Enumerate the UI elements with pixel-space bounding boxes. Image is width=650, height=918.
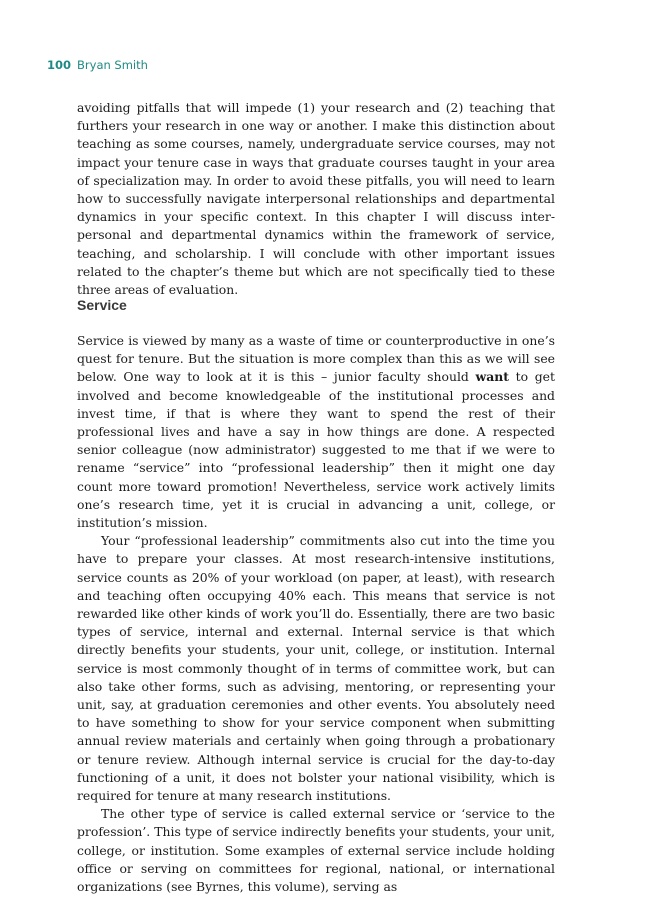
p1-text-after: to get involved and become knowledgeable of the institutional processes and invest time, if that is where they want to spend the rest of their professional lives and have a say in how things are done. A respected senior colleague (now administrator) suggested to me that if we were to rename “service” into “professional leadership” then it might one day count more toward promotion! Nevertheless, service work actively limits one’s research time, yet it is crucial in advancing a unit, college, or institution’s mission. [77,369,555,531]
p1-emphasis-word: want [475,369,509,385]
service-paragraph-3: The other type of service is called external service or ‘service to the profession’. This type of service indirectly benefits your students, your unit, college, or institution. Some examples of external service include holding office or serving on committees for regional, national, or international organizations (see Byrnes, this volume), serving as [77,806,555,895]
p1-text-before: Service is viewed by many as a waste of time or counterproductive in one’s quest for tenure. But the situation is more complex than this as we will see below. One way to look at it is this – junior faculty should [77,333,555,385]
service-section-body [77,332,555,896]
service-paragraph-2: Your “professional leadership” commitments also cut into the time you have to prepare your classes. At most research-intensive institutions, service counts as 20% of your workload (on paper, at least), with research and teaching often occupying 40% each. This means that service is not rewarded like other kinds of work you’ll do. Essentially, there are two basic types of service, internal and external. Internal service is that which directly benefits your students, your unit, college, or institution. Internal service is most commonly thought of in terms of committee work, but can also take other forms, such as advising, mentoring, or representing your unit, say, at graduation ceremonies and other events. You absolutely need to have something to show for your service component when submitting annual review materials and certainly when going through a probationary or tenure review. Although internal service is crucial for the day-to-day functioning of a unit, it does not bolster your national visibility, which is required for tenure at many research institutions. [77,533,555,804]
page-number: 100 [47,58,72,72]
running-head [47,58,148,72]
intro-text [77,99,555,299]
section-heading-service: Service [77,297,127,313]
intro-paragraph: avoiding pitfalls that will impede (1) your research and (2) teaching that furthers your research in one way or another. I make this distinction about teaching as some courses, namely, undergraduate service courses, may not impact your tenure case in ways that graduate courses taught in your area of specialization may. In order to avoid these pitfalls, you will need to learn how to successfully navigate interpersonal relationships and departmental dynamics in your specific context. In this chapter I will discuss interpersonal and departmental dynamics within the framework of service, teaching, and scholarship. I will conclude with other important issues related to the chapter’s theme but which are not specifically tied to these three areas of evaluation. [77,100,555,298]
running-head-author: Bryan Smith [77,58,148,72]
service-paragraph-1 [77,332,555,532]
